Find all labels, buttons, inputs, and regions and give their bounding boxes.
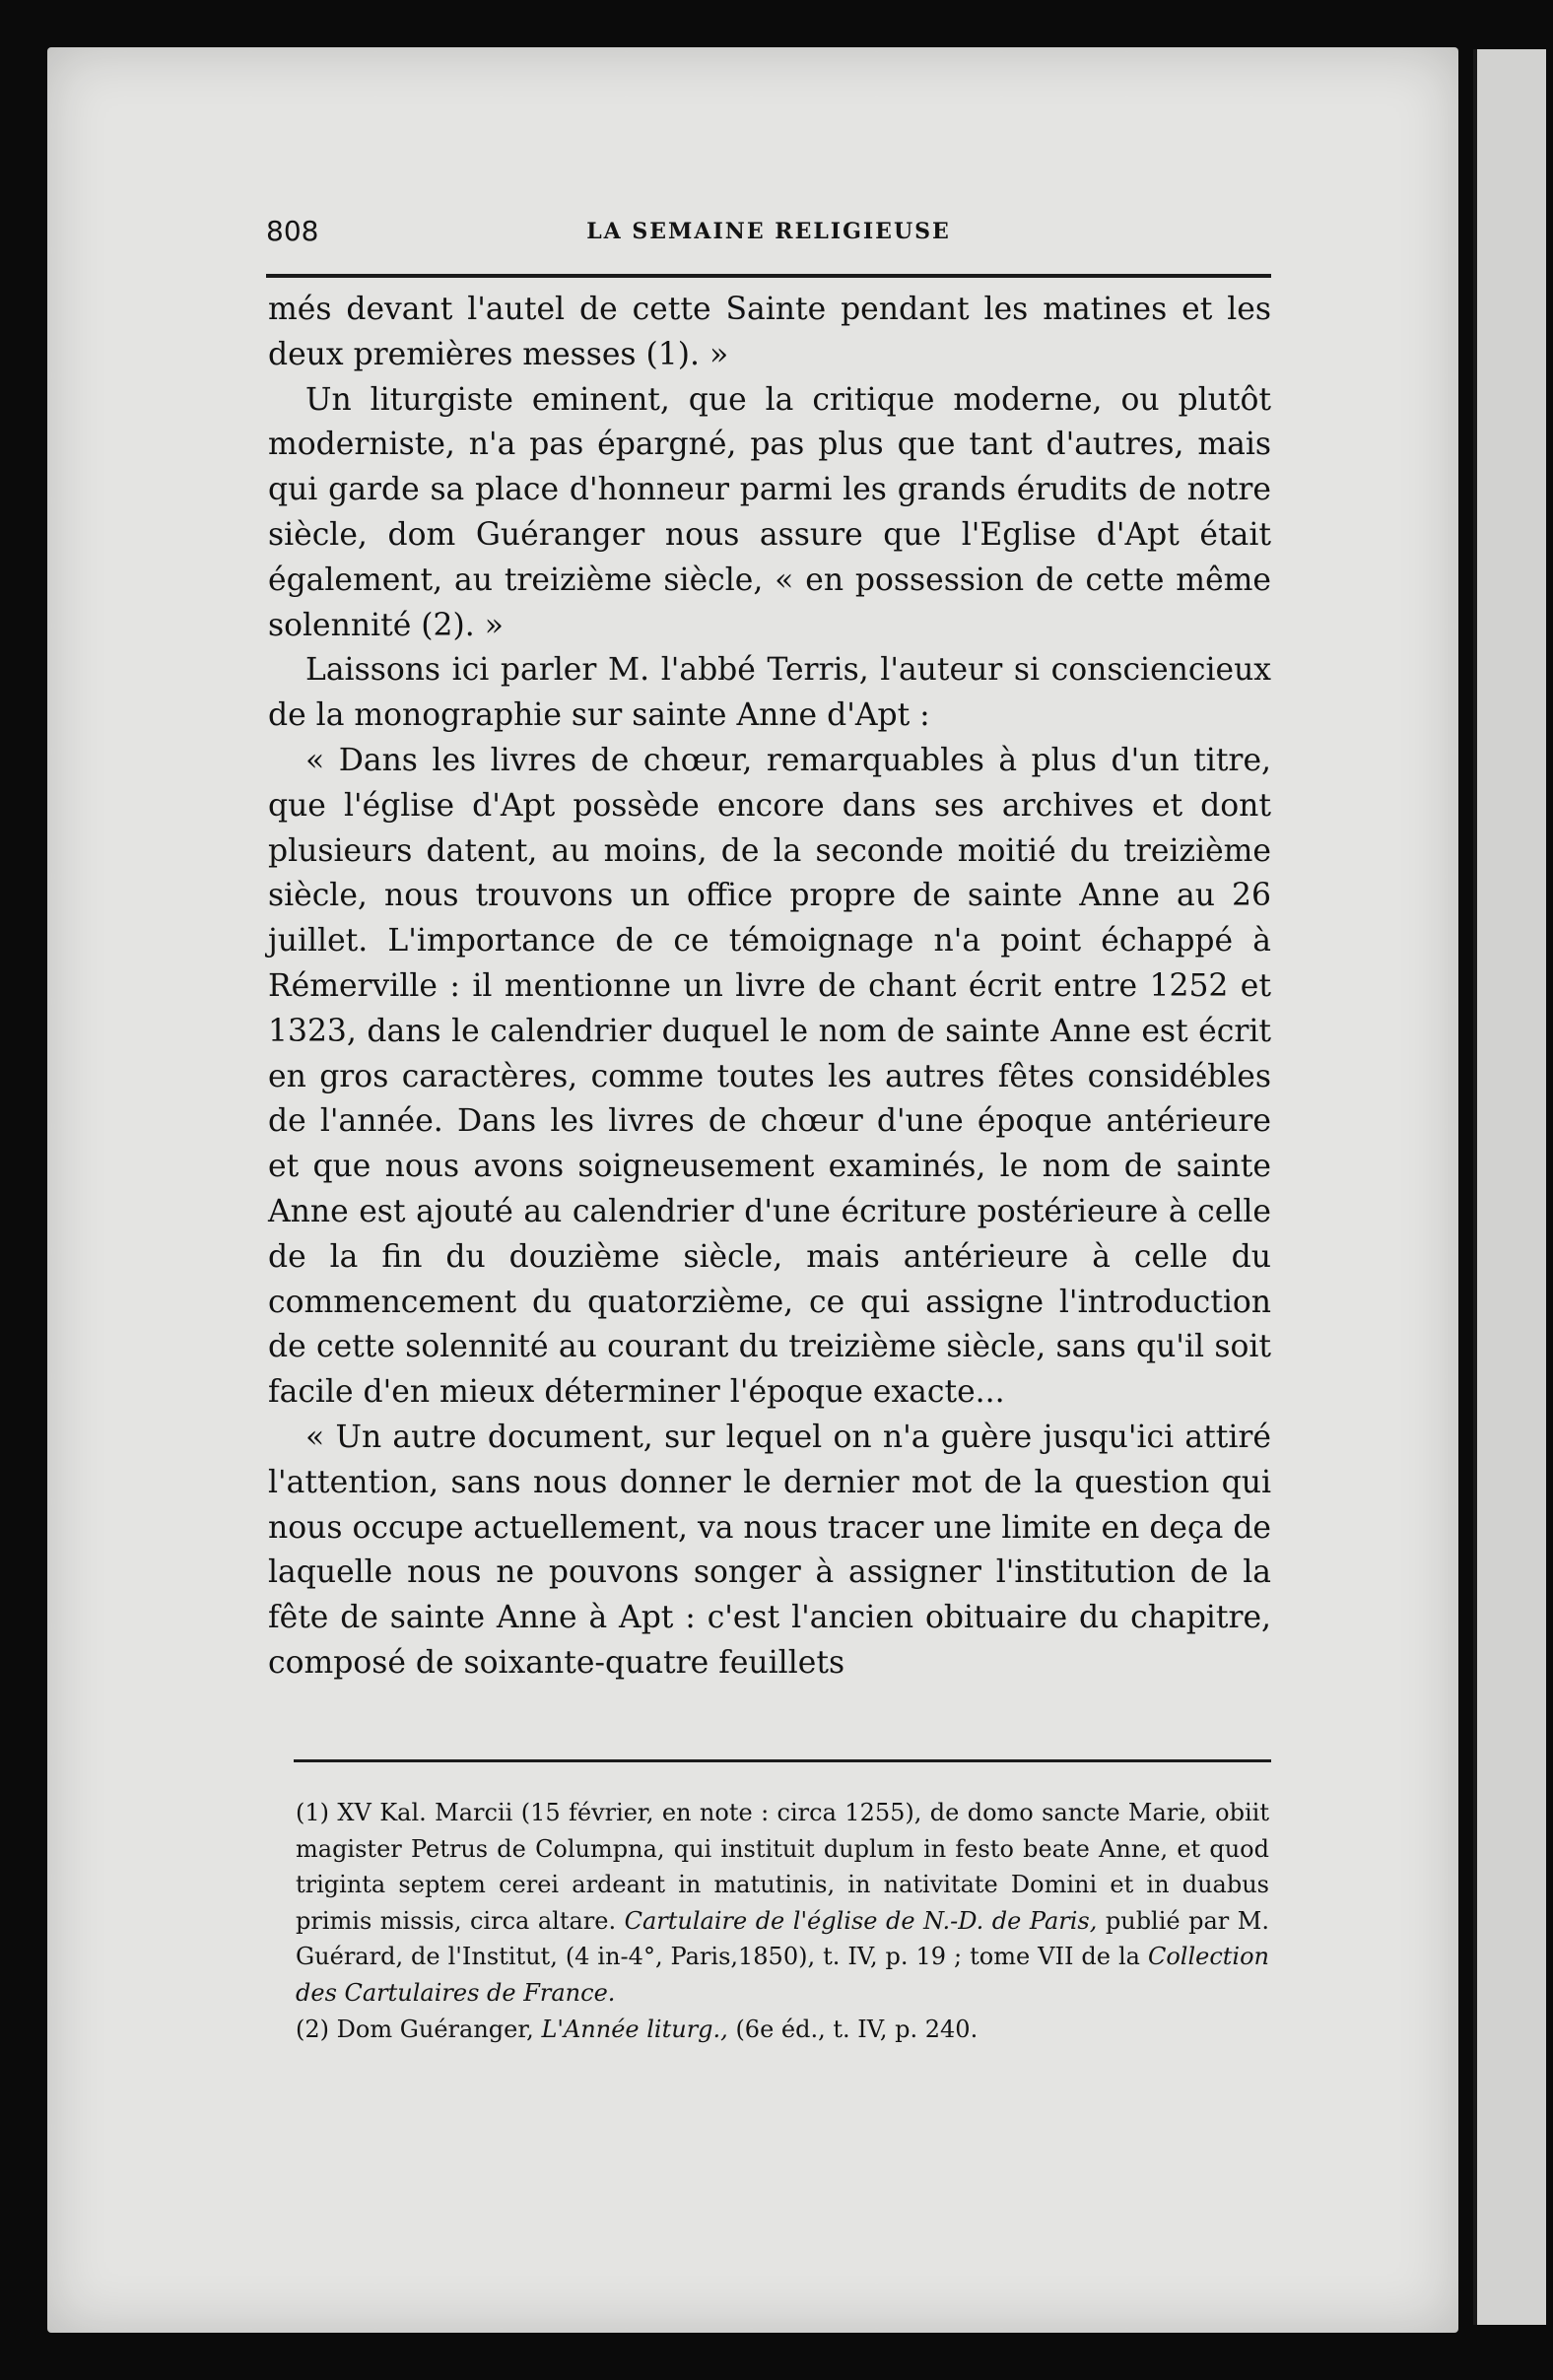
footnote-1-title: Cartulaire de l'église de N.-D. de Paris,: [624, 1906, 1098, 1935]
running-title: LA SEMAINE RELIGIEUSE: [586, 219, 951, 244]
footnote-1-text-b: publié par M. Guérard, de l'Institut, (4 in-4°, Paris,1850), t. IV, p. 19 ; tome VII de la: [296, 1906, 1269, 1971]
footnote-2-text-b: (6e éd., t. IV, p. 240.: [727, 2015, 979, 2043]
paragraph: « Un autre document, sur lequel on n'a guère jusqu'ici attiré l'attention, sans nous donner le dernier mot de la question qui nous occupe actuellement, va nous tracer une limite en deça de laquelle nous ne pouvons songer à assigner l'institution de la fête de sainte Anne à Apt : c'est l'ancien obituaire du chapitre, composé de soixante-quatre feuillets: [268, 1419, 1271, 1681]
footnote-2-title: L'Année liturg.,: [541, 2015, 728, 2043]
footnote-rule: [294, 1759, 1271, 1762]
paragraph: més devant l'autel de cette Sainte pendant les matines et les deux premières messes (1). »: [268, 292, 1271, 372]
paragraph: « Dans les livres de chœur, remarquables à plus d'un titre, que l'église d'Apt possède encore dans ses archives et dont plusieurs datent, au moins, de la seconde moitié du treizième siècle, nous trouvons un office propre de sainte Anne au 26 juillet. L'importance de ce témoignage n'a point échappé à Rémerville : il mentionne un livre de chant écrit entre 1252 et 1323, dans le calendrier duquel le nom de sainte Anne est écrit en gros caractères, comme toutes les autres fêtes considébles de l'année. Dans les livres de chœur d'une époque antérieure et que nous avons soigneusement examinés, le nom de sainte Anne est ajouté au calendrier d'une écriture postérieure à celle de la fin du douzième siècle, mais antérieure à celle du commencement du quatorzième, ce qui assigne l'introduction de cette solennité au courant du treizième siècle, sans qu'il soit facile d'en mieux déterminer l'époque exacte...: [268, 742, 1271, 1411]
paragraph: Un liturgiste eminent, que la critique moderne, ou plutôt moderniste, n'a pas épargné, pas plus que tant d'autres, mais qui garde sa place d'honneur parmi les grands érudits de notre siècle, dom Guéranger nous assure que l'Eglise d'Apt était également, au treizième siècle, « en possession de cette même solennité (2). »: [268, 381, 1271, 643]
footnote-2: [296, 2012, 1269, 2048]
footnote-1-collection: Collection des Cartulaires de France.: [296, 1943, 1269, 2007]
facing-page-edge: [1473, 49, 1546, 2325]
main-text: [268, 288, 1271, 1686]
page-header: [266, 215, 1271, 264]
footnote-2-text-a: (2) Dom Guéranger,: [296, 2015, 542, 2043]
footnote-1-text-a: (1) XV Kal. Marcii (15 février, en note : circa 1255), de domo sancte Marie, obiit magister Petrus de Columpna, qui instituit duplum in festo beate Anne, et quod triginta septem cerei ardeant in matutinis, in nativitate Domini et in duabus primis missis, circa altare.: [296, 1799, 1269, 1935]
header-rule: [266, 274, 1271, 278]
footnote-1: [296, 1795, 1269, 2012]
footnotes: [296, 1795, 1269, 2047]
paragraph: Laissons ici parler M. l'abbé Terris, l'auteur si consciencieux de la monographie sur sainte Anne d'Apt :: [268, 652, 1271, 734]
page-number: 808: [266, 215, 319, 247]
